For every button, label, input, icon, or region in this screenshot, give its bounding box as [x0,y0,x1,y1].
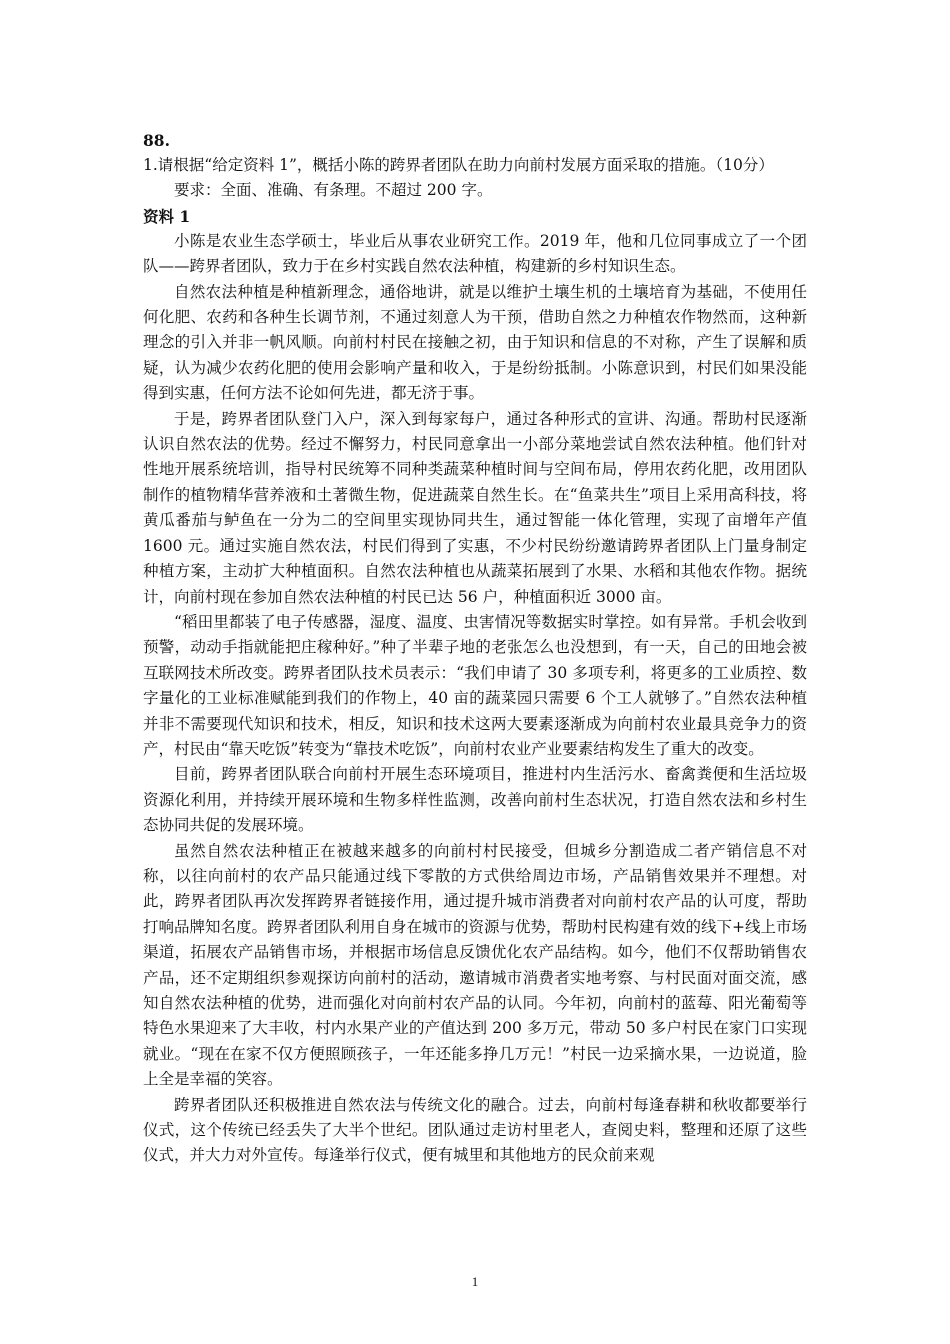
material-title: 资料 1 [143,206,191,226]
question-number: 88. [143,131,170,150]
document-page [143,128,807,1169]
material-paragraph: “稻田里都装了电子传感器，湿度、温度、虫害情况等数据实时掌控。如有异常。手机会收到预警，动动手指就能把庄稼种好。”种了半辈子地的老张怎么也没想到，有一天，自己的田地会被互联网技术所改变。跨界者团队技术员表示：“我们申请了 30 多项专利，将更多的工业质控、数字量化的工业标准赋能到我们的作物上，40 亩的蔬菜园只需要 6 个工人就够了。”自然农法种植并非不需要现代知识和技术，相反，知识和技术这两大要素逐渐成为向前村农业最具竞争力的资产，村民由“靠天吃饭”转变为“靠技术吃饭”，向前村农业产业要素结构发生了重大的改变。 [143,612,807,758]
question-requirement: 要求：全面、准确、有条理。不超过 200 字。 [174,181,493,200]
material-paragraph: 自然农法种植是种植新理念，通俗地讲，就是以维护土壤生机的土壤培育为基础，不使用任何化肥、农药和各种生长调节剂，不通过刻意人为干预，借助自然之力种植农作物然而，这种新理念的引入并非一帆风顺。向前村村民在接触之初，由于知识和信息的不对称，产生了误解和质疑，认为减少农药化肥的使用会影响产量和收入，于是纷纷抵制。小陈意识到，村民们如果没能得到实惠，任何方法不论如何先进，都无济于事。 [143,282,807,403]
material-paragraph: 于是，跨界者团队登门入户，深入到每家每户，通过各种形式的宣讲、沟通。帮助村民逐渐认识自然农法的优势。经过不懈努力，村民同意拿出一小部分菜地尝试自然农法种植。他们针对性地开展系统培训，指导村民统筹不同种类蔬菜种植时间与空间布局，停用农药化肥，改用团队制作的植物精华营养液和土著微生物，促进蔬菜自然生长。在“鱼菜共生”项目上采用高科技，将黄瓜番茄与鲈鱼在一分为二的空间里实现协同共生，通过智能一体化管理，实现了亩增年产值 1600 元。通过实施自然农法，村民们得到了实惠，不少村民纷纷邀请跨界者团队上门量身制定种植方案，主动扩大种植面积。自然农法种植也从蔬菜拓展到了水果、水稻和其他农作物。据统计，向前村现在参加自然农法种植的村民已达 56 户，种植面积近 3000 亩。 [143,409,807,606]
question-text: 1.请根据“给定资料 1”，概括小陈的跨界者团队在助力向前村发展方面采取的措施。（10分） [143,156,774,174]
material-paragraph: 虽然自然农法种植正在被越来越多的向前村村民接受，但城乡分割造成二者产销信息不对称，以往向前村的农产品只能通过线下零散的方式供给周边市场，产品销售效果并不理想。对此，跨界者团队再次发挥跨界者链接作用，通过提升城市消费者对向前村农产品的认可度，帮助打响品牌知名度。跨界者团队利用自身在城市的资源与优势，帮助村民构建有效的线下+线上市场渠道，拓展农产品销售市场，并根据市场信息反馈优化农产品结构。如今，他们不仅帮助销售农产品，还不定期组织参观探访向前村的活动，邀请城市消费者实地考察、与村民面对面交流，感知自然农法种植的优势，进而强化对向前村农产品的认同。今年初，向前村的蓝莓、阳光葡萄等特色水果迎来了大丰收，村内水果产业的产值达到 200 多万元，带动 50 多户村民在家门口实现就业。“现在在家不仅方便照顾孩子，一年还能多挣几万元！”村民一边采摘水果，一边说道，脸上全是幸福的笑容。 [143,841,807,1089]
page-number: 1 [471,1274,479,1289]
material-paragraph: 小陈是农业生态学硕士，毕业后从事农业研究工作。2019 年，他和几位同事成立了一个团队——跨界者团队，致力于在乡村实践自然农法种植，构建新的乡村知识生态。 [143,231,807,276]
material-paragraph: 目前，跨界者团队联合向前村开展生态环境项目，推进村内生活污水、畜禽粪便和生活垃圾资源化利用，并持续开展环境和生物多样性监测，改善向前村生态状况，打造自然农法和乡村生态协同共促的发展环境。 [143,765,807,835]
material-paragraph: 跨界者团队还积极推进自然农法与传统文化的融合。过去，向前村每逢春耕和秋收都要举行仪式，这个传统已经丢失了大半个世纪。团队通过走访村里老人，查阅史料，整理和还原了这些仪式，并大力对外宣传。每逢举行仪式，便有城里和其他地方的民众前来观 [143,1095,807,1165]
